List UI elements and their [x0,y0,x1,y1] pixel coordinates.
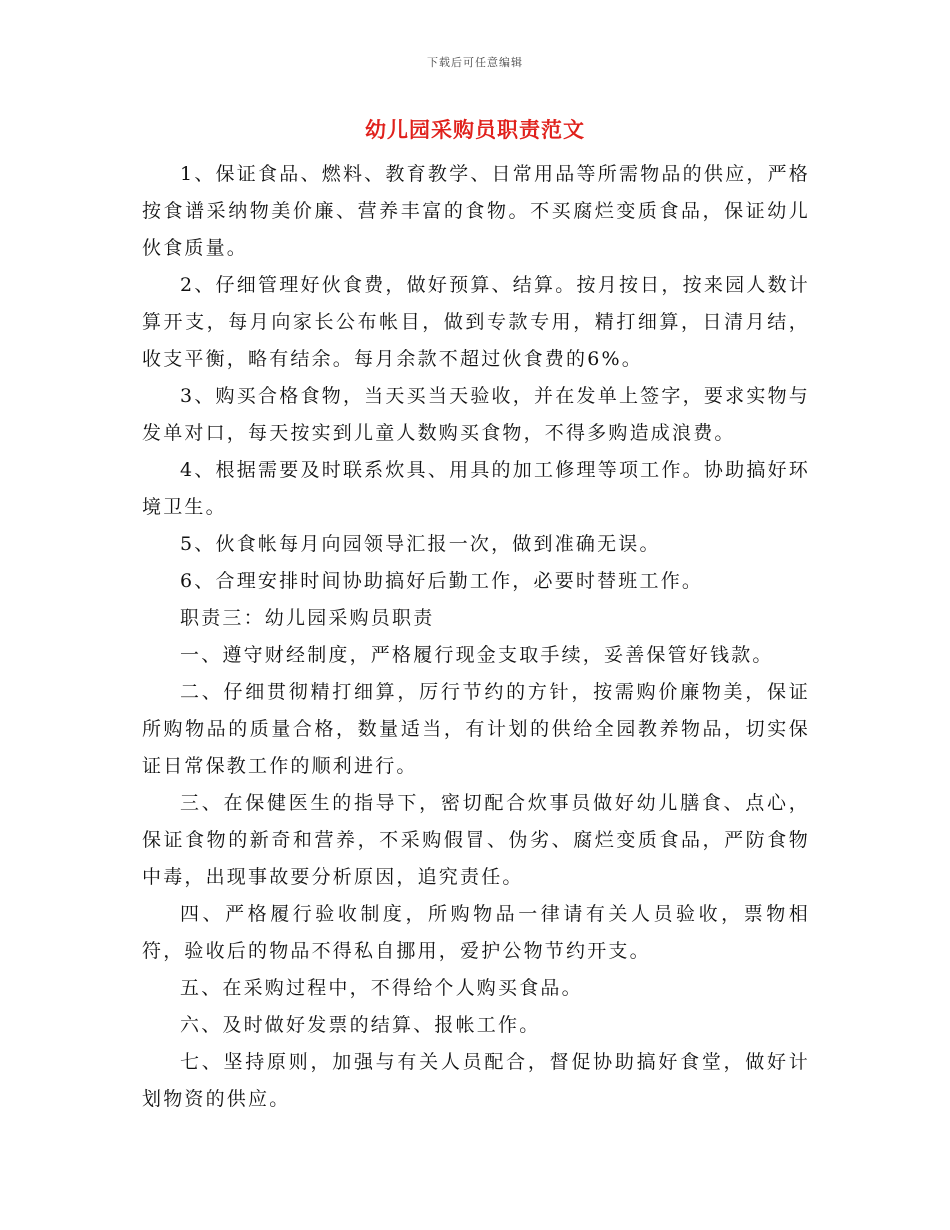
paragraph-8: 二、仔细贯彻精打细算，厉行节约的方针，按需购价廉物美，保证所购物品的质量合格，数量适当，有计划的供给全园教养物品，切实保证日常保教工作的顺利进行。 [142,681,810,777]
paragraph-4: 4、根据需要及时联系炊具、用具的加工修理等项工作。协助搞好环境卫生。 [142,459,810,518]
paragraph-12: 六、及时做好发票的结算、报帐工作。 [180,1014,541,1036]
document-title: 幼儿园采购员职责范文 [365,117,585,142]
page-header-note: 下载后可任意编辑 [427,56,523,69]
paragraph-3: 3、购买合格食物，当天买当天验收，并在发单上签字，要求实物与发单对口，每天按实到儿童人数购买食物，不得多购造成浪费。 [142,385,810,444]
paragraph-6: 6、合理安排时间协助搞好后勤工作，必要时替班工作。 [180,570,704,592]
paragraph-10: 四、严格履行验收制度，所购物品一律请有关人员验收，票物相符，验收后的物品不得私自挪用，爱护公物节约开支。 [142,903,810,962]
paragraph-7: 一、遵守财经制度，严格履行现金支取手续，妥善保管好钱款。 [180,644,774,666]
paragraph-9: 三、在保健医生的指导下，密切配合炊事员做好幼儿膳食、点心，保证食物的新奇和营养，不采购假冒、伪劣、腐烂变质食品，严防食物中毒，出现事故要分析原因，追究责任。 [142,792,810,888]
section-heading: 职责三：幼儿园采购员职责 [180,607,435,629]
paragraph-2: 2、仔细管理好伙食费，做好预算、结算。按月按日，按来园人数计算开支，每月向家长公布帐目，做到专款专用，精打细算，日清月结，收支平衡，略有结余。每月余款不超过伙食费的6%。 [142,274,810,370]
document-body [142,156,810,1118]
paragraph-11: 五、在采购过程中，不得给个人购买食品。 [180,977,583,999]
paragraph-5: 5、伙食帐每月向园领导汇报一次，做到准确无误。 [180,533,661,555]
paragraph-1: 1、保证食品、燃料、教育教学、日常用品等所需物品的供应，严格按食谱采纳物美价廉、营养丰富的食物。不买腐烂变质食品，保证幼儿伙食质量。 [142,163,810,259]
paragraph-13: 七、坚持原则，加强与有关人员配合，督促协助搞好食堂，做好计划物资的供应。 [142,1051,810,1110]
